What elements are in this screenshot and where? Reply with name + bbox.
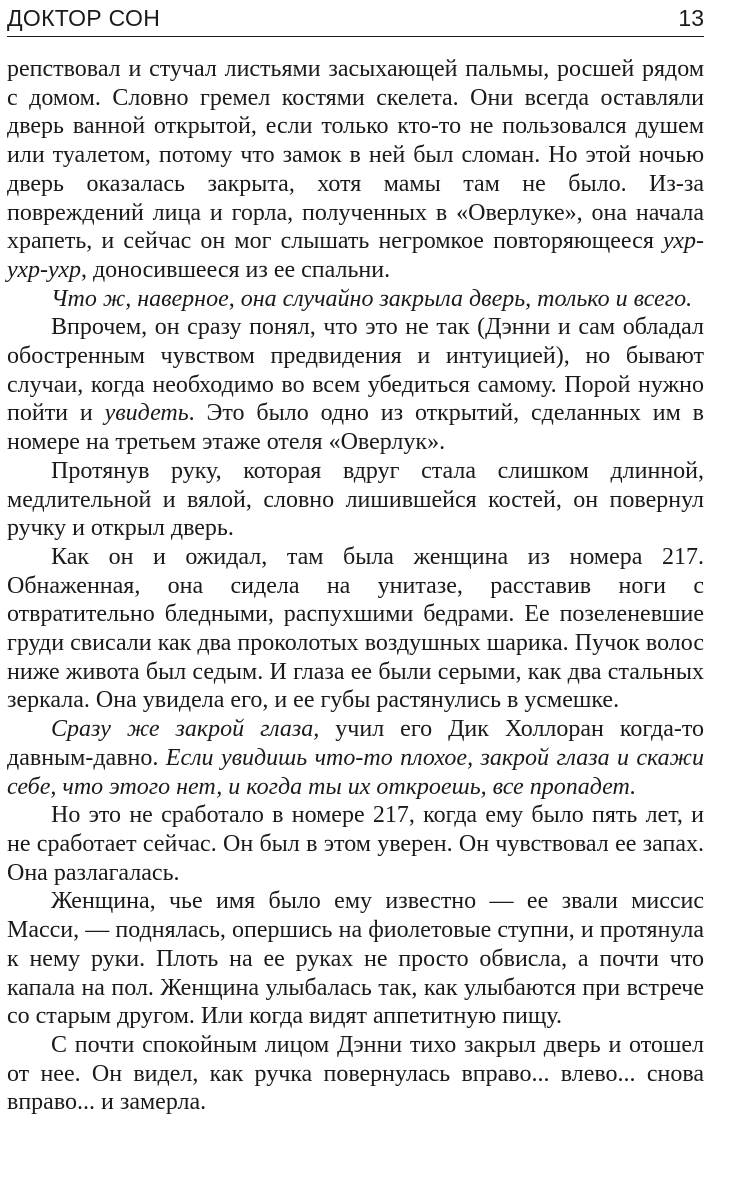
italic-run: Что ж, наверное, она случайно закрыла дверь, только и всего. (51, 285, 693, 312)
text-run: . Это было одно из открытий, сделанных им в номере на третьем этаже отеля «Оверлук». (7, 400, 704, 456)
running-header (7, 0, 704, 37)
body-text (7, 55, 704, 1117)
paragraph (7, 457, 704, 543)
book-title: ДОКТОР СОН (7, 5, 161, 31)
text-run: С почти спокойным лицом Дэнни тихо закрыл дверь и отошел от нее. Он видел, как ручка повернулась вправо... влево... снова вправо... и замерла. (7, 1031, 704, 1116)
page-number: 13 (678, 5, 704, 31)
italic-run: Если увидишь что-то плохое, закрой глаза и скажи себе, что этого нет, и когда ты их откроешь, все пропадет. (7, 744, 704, 800)
text-run: Протянув руку, которая вдруг стала слишком длинной, медлительной и вялой, словно лишившейся костей, он повернул ручку и открыл дверь. (7, 457, 704, 542)
text-run: Но это не сработало в номере 217, когда ему было пять лет, и не сработает сейчас. Он был в этом уверен. Он чувствовал ее запах. Она разлагалась. (7, 802, 704, 886)
paragraph (7, 313, 704, 457)
paragraph (7, 1031, 704, 1117)
text-run: Женщина, чье имя было ему известно — ее звали миссис Масси, — поднялась, опершись на фиолетовые ступни, и протянула к нему руки. Плоть на ее руках не просто обвисла, а почти что капала на пол. Женщина улыбалась так, как улыбаются при встрече со старым другом. Или когда видят аппетитную пищу. (7, 888, 704, 1030)
paragraph (7, 715, 704, 801)
text-run: репствовал и стучал листьями засыхающей пальмы, росшей рядом с домом. Словно гремел костями скелета. Они всегда оставляли дверь ванной открытой, если только кто-то не пользовался душем или туалетом, потому что замок в ней был сломан. Но этой ночью дверь оказалась закрыта, хотя мамы там не было. Из-за повреждений лица и горла, полученных в «Оверлуке», она начала храпеть, и сейчас он мог слышать негромкое повторяющееся (7, 56, 704, 255)
paragraph (7, 285, 704, 314)
text-run: учил его Дик Холлоран когда-то давным-давно. (7, 716, 705, 771)
text-run: Как он и ожидал, там была женщина из номера 217. Обнаженная, она сидела на унитазе, расставив ноги с отвратительно бледными, распухшими бедрами. Ее позеленевшие груди свисали как два проколотых воздушных шарика. Пучок волос ниже живота был седым. И глаза ее были серыми, как два стальных зеркала. Она увидела его, и ее губы растянулись в усмешке. (7, 543, 704, 714)
paragraph (7, 55, 704, 285)
italic-run: увидеть (104, 400, 189, 427)
italic-run: Сразу же закрой глаза, (51, 716, 320, 743)
text-run: , доносившееся из ее спальни. (80, 256, 391, 283)
text-run: Впрочем, он сразу понял, что это не так (Дэнни и сам обладал обостренным чувством предвидения и интуицией), но бывают случаи, когда необходимо во всем убедиться самому. Порой нужно пойти и (7, 314, 704, 427)
paragraph (7, 887, 704, 1031)
paragraph (7, 543, 704, 715)
paragraph (7, 801, 704, 887)
italic-run: ухр-ухр-ухр (7, 228, 704, 283)
